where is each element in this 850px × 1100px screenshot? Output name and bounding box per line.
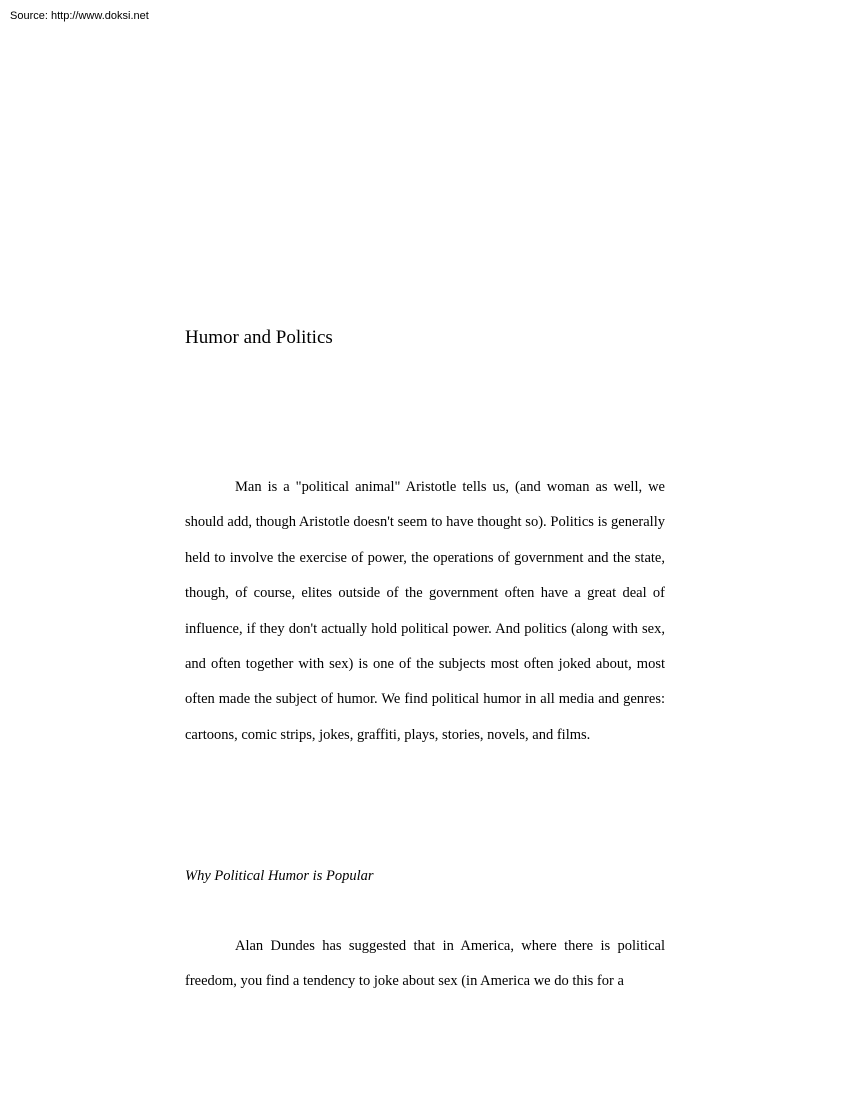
document-title: Humor and Politics: [185, 327, 333, 348]
body-paragraph-1: [185, 470, 665, 753]
body-paragraph-2-text: Alan Dundes has suggested that in America, where there is political freedom, you find a tendency to joke about sex (in America we do this for a: [185, 938, 665, 990]
section-heading: Why Political Humor is Popular: [185, 868, 374, 884]
body-paragraph-2: [185, 929, 665, 1000]
body-paragraph-1-text: Man is a "political animal" Aristotle tells us, (and woman as well, we should add, though Aristotle doesn't seem to have thought so). Politics is generally held to involve the exercise of power, the operations of government and the state, though, of course, elites outside of the government often have a great deal of influence, if they don't actually hold political power. And politics (along with sex, and often together with sex) is one of the subjects most often joked about, most often made the subject of humor. We find political humor in all media and genres: cartoons, comic strips, jokes, graffiti, plays, stories, novels, and films.: [185, 479, 665, 743]
source-link-text: Source: http://www.doksi.net: [10, 10, 149, 22]
